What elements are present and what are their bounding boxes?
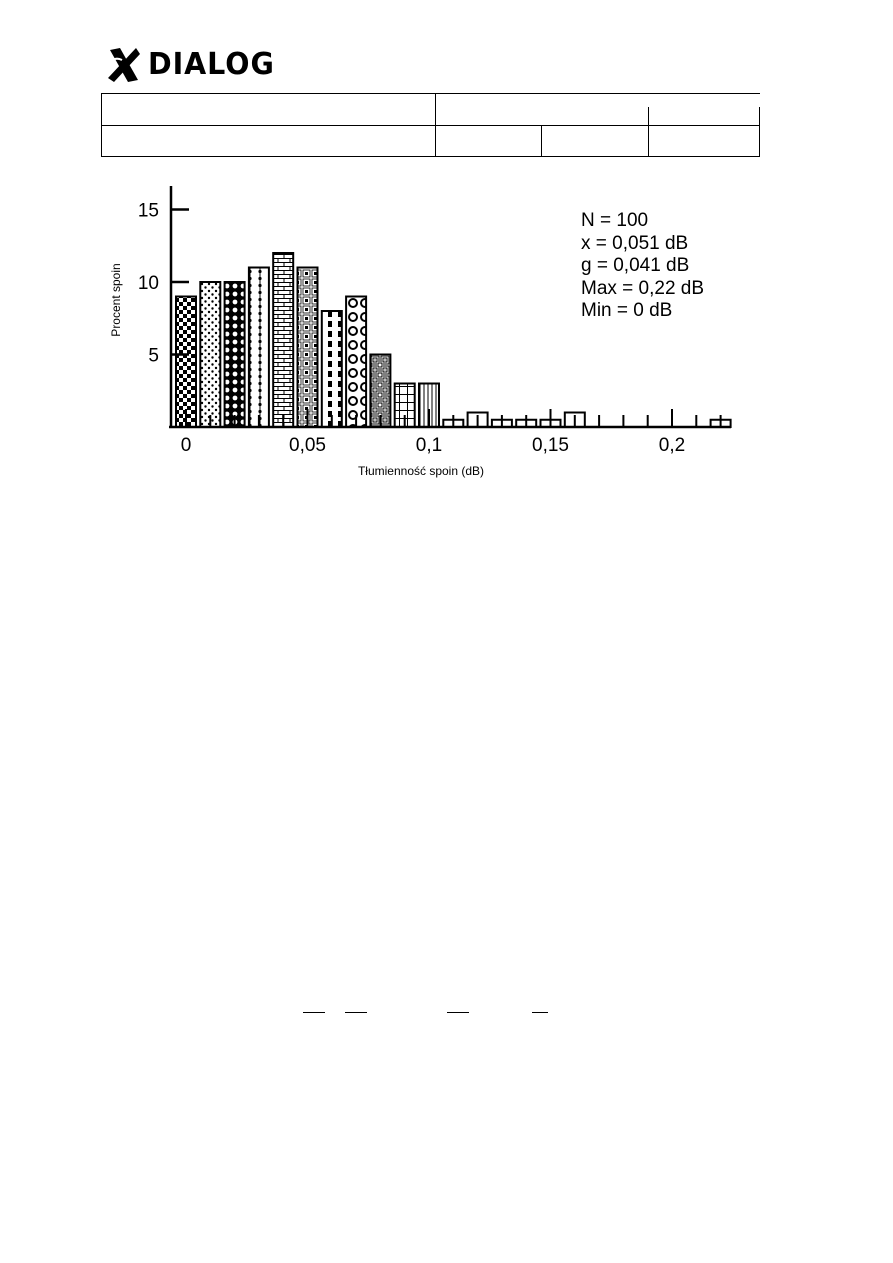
- stat-mean: x = 0,051 dB: [581, 232, 689, 254]
- y-axis-title: Procent spoin: [109, 263, 123, 337]
- histogram-bar: [346, 297, 366, 428]
- dash-mark: [345, 1012, 367, 1013]
- dialog-x-logo-icon: [106, 44, 142, 86]
- x-tick-label: 0,15: [532, 435, 569, 456]
- histogram-bar: [322, 311, 342, 427]
- x-tick-label: 0: [180, 435, 192, 456]
- header-table: [100, 93, 760, 157]
- dash-mark: [303, 1012, 325, 1013]
- dash-mark: [532, 1012, 548, 1013]
- histogram-bar: [176, 297, 196, 428]
- x-tick-label: 0,2: [658, 435, 686, 456]
- decorative-dashes: [300, 1012, 560, 1018]
- stat-n: N = 100: [581, 210, 649, 231]
- x-tick-label: 0,05: [289, 435, 326, 456]
- y-tick-label: 15: [137, 200, 159, 222]
- histogram-bar: [249, 268, 269, 428]
- y-tick-label: 10: [137, 273, 159, 294]
- logo-text: DIALOG: [148, 47, 275, 82]
- histogram-bar: [273, 253, 293, 427]
- histogram-bar: [200, 282, 220, 427]
- stat-max: Max = 0,22 dB: [581, 277, 705, 299]
- x-axis-title: Tłumienność spoin (dB): [357, 464, 485, 478]
- histogram-bar: [225, 282, 245, 427]
- stat-g: g = 0,041 dB: [581, 255, 690, 276]
- dash-mark: [447, 1012, 469, 1013]
- stat-min: Min = 0 dB: [581, 300, 673, 321]
- dialog-logo: [106, 44, 281, 86]
- y-tick-label: 5: [148, 345, 159, 367]
- stats-box: [581, 210, 704, 323]
- histogram-bar: [298, 268, 318, 428]
- x-tick-label: 0,1: [415, 435, 443, 456]
